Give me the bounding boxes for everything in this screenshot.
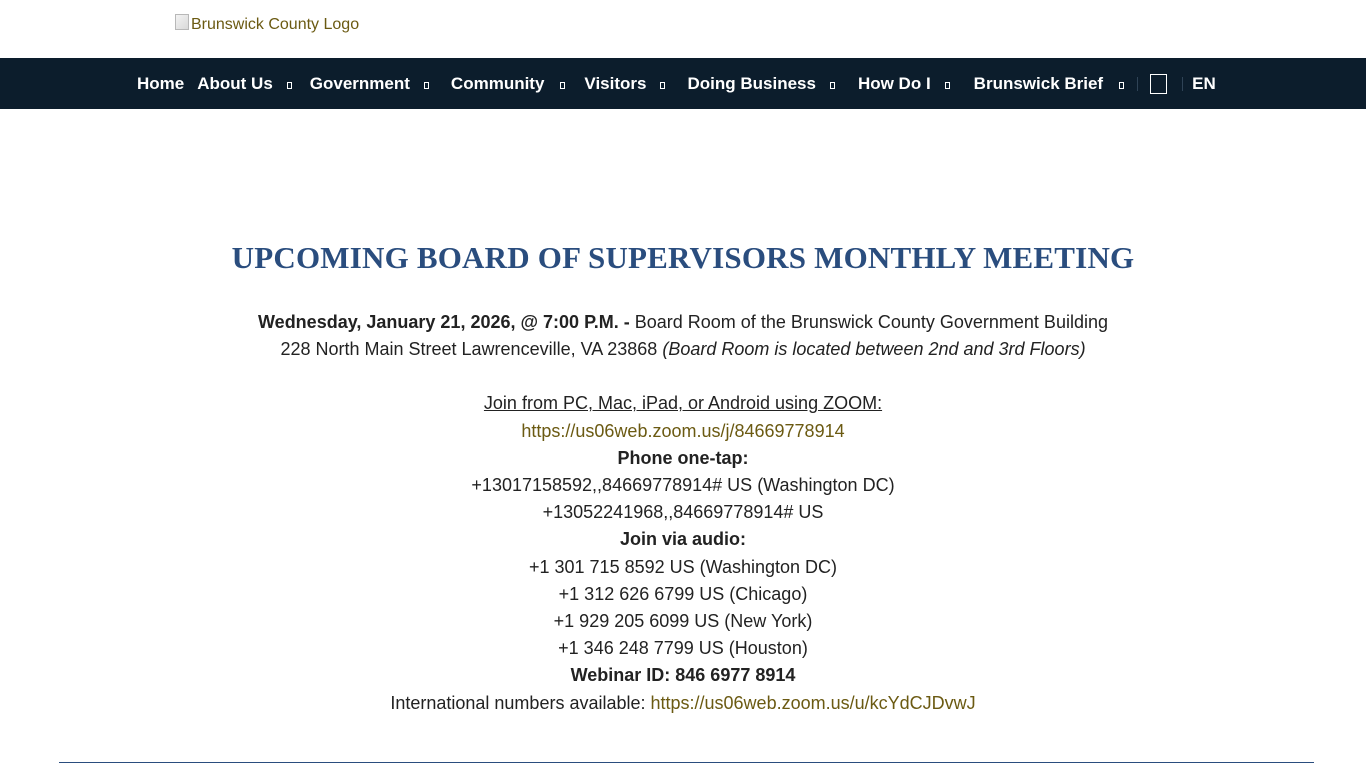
audio-number: +1 312 626 6799 US (Chicago) (558, 583, 808, 604)
zoom-meeting-link[interactable]: https://us06web.zoom.us/j/84669778914 (521, 420, 845, 441)
nav-item-label: Doing Business (687, 73, 816, 93)
dropdown-caret-icon[interactable] (830, 82, 835, 89)
meeting-address-note: (Board Room is located between 2nd and 3rd Floors) (662, 339, 1086, 360)
nav-separator (1182, 77, 1183, 91)
dropdown-caret-icon[interactable] (560, 82, 565, 89)
international-numbers-line (0, 690, 1366, 717)
international-numbers-link[interactable]: https://us06web.zoom.us/u/kcYdCJDvwJ (650, 692, 976, 713)
nav-item-label: About Us (197, 73, 273, 93)
nav-item-visitors[interactable] (584, 74, 665, 94)
nav-item-label: Community (450, 73, 545, 93)
meeting-date-line (0, 309, 1366, 336)
audio-number: +1 929 205 6099 US (New York) (553, 611, 813, 632)
nav-item-brunswick-brief[interactable] (974, 74, 1124, 94)
nav-item-doing-business[interactable] (687, 74, 834, 94)
zoom-heading: Join from PC, Mac, iPad, or Android using ZOOM: (483, 393, 883, 414)
main-navigation (0, 58, 1366, 109)
phone-tap-number: +13017158592,,84669778914# US (Washington DC) (471, 475, 895, 496)
dropdown-caret-icon[interactable] (424, 82, 429, 89)
broken-image-icon (175, 14, 189, 30)
dropdown-caret-icon[interactable] (287, 82, 292, 89)
site-header (0, 0, 1366, 58)
phone-tap-number: +13052241968,,84669778914# US (542, 502, 824, 523)
nav-item-about-us[interactable] (197, 74, 292, 94)
nav-item-label: Home (137, 73, 185, 93)
page-title: UPCOMING BOARD OF SUPERVISORS MONTHLY MEETING (231, 240, 1135, 275)
webinar-id: Webinar ID: 846 6977 8914 (570, 665, 796, 686)
county-logo-alt-text: Brunswick County Logo (191, 16, 360, 33)
nav-separator (1137, 77, 1138, 91)
audio-number: +1 301 715 8592 US (Washington DC) (528, 556, 837, 577)
dropdown-caret-icon[interactable] (660, 82, 665, 89)
nav-item-how-do-i[interactable] (858, 74, 950, 94)
meeting-address-line (0, 336, 1366, 363)
county-logo-link[interactable] (175, 16, 359, 34)
spacer (0, 363, 1366, 390)
nav-item-government[interactable] (310, 74, 429, 94)
section-divider (59, 762, 1314, 763)
nav-item-label: Visitors (584, 73, 647, 93)
phone-one-tap-heading: Phone one-tap: (617, 447, 749, 468)
nav-item-community[interactable] (451, 74, 566, 94)
search-icon[interactable] (1150, 74, 1167, 94)
meeting-details (0, 309, 1366, 717)
zoom-link-line (0, 418, 1366, 445)
meeting-date: Wednesday, January 21, 2026, @ 7:00 P.M. - (258, 312, 630, 332)
nav-item-label: Brunswick Brief (973, 73, 1104, 93)
language-selector[interactable]: EN (1192, 73, 1216, 93)
nav-item-label: How Do I (857, 73, 931, 93)
meeting-location: Board Room of the Brunswick County Government Building (629, 312, 1108, 332)
meeting-address: 228 North Main Street Lawrenceville, VA 23868 (280, 339, 663, 360)
international-numbers-label: International numbers available: (390, 692, 651, 713)
dropdown-caret-icon[interactable] (1119, 82, 1124, 89)
dropdown-caret-icon[interactable] (945, 82, 950, 89)
nav-item-label: Government (309, 73, 410, 93)
audio-heading: Join via audio: (619, 529, 747, 550)
nav-item-home[interactable] (137, 74, 184, 94)
audio-number: +1 346 248 7799 US (Houston) (558, 638, 808, 659)
